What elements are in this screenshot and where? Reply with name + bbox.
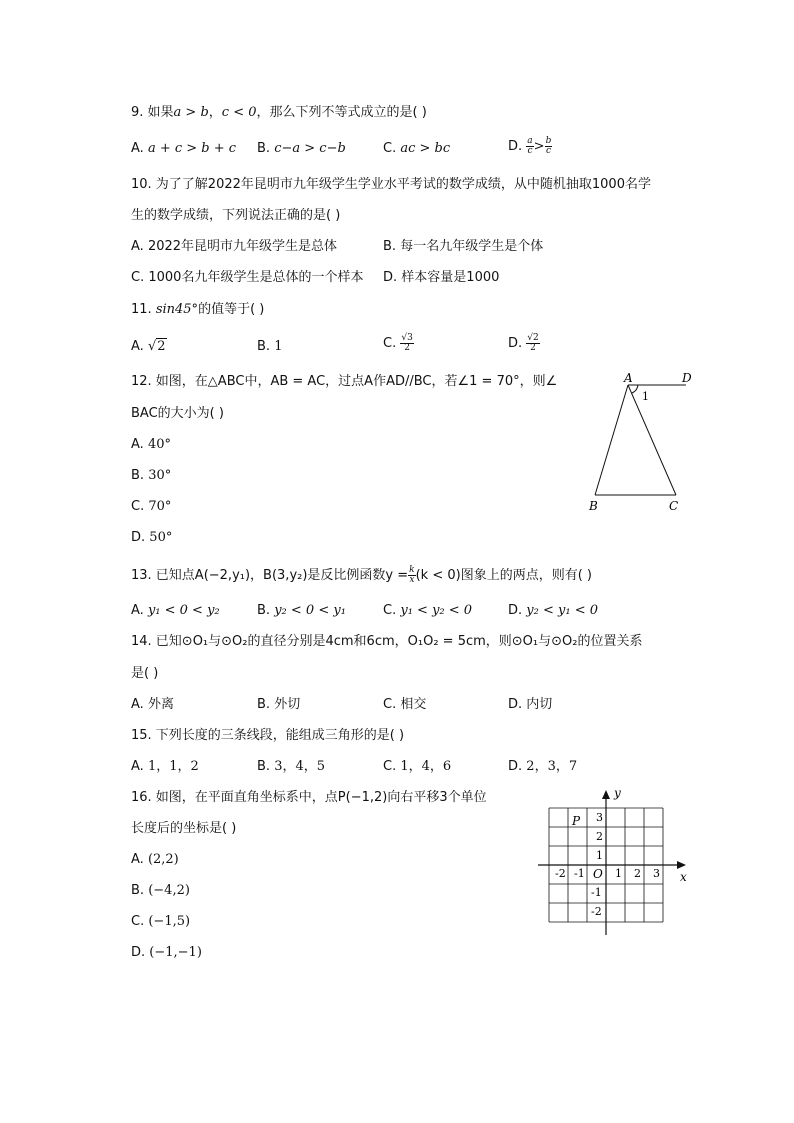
line-ab: [595, 385, 628, 495]
x-tick-2: 2: [634, 867, 641, 880]
q14-stem-line1: 14. 已知⊙O₁与⊙O₂的直径分别是4cm和6cm，O₁O₂ = 5cm，则⊙O₁与⊙O₂的位置关系: [131, 634, 643, 649]
q9-option-d: D. $\frac{a}{c}$ > $\frac{b}{c}$: [508, 136, 552, 156]
q11-number: 11.: [131, 302, 156, 317]
q16-stem-line2: 长度后的坐标是( ): [131, 821, 237, 836]
q16-stem-line1: 16. 如图，在平面直角坐标系中，点P(−1,2)向右平移3个单位: [131, 790, 487, 805]
point-p-label: P: [572, 814, 581, 828]
q9-cond2: c < 0: [221, 105, 257, 120]
q10-option-b: B. 每一名九年级学生是个体: [383, 239, 544, 254]
q16-option-d: D. (−1,−1): [131, 945, 202, 960]
q13-option-d: D. y₂ < y₁ < 0: [508, 603, 598, 618]
q11-option-a: A. √2: [131, 339, 166, 354]
q13-option-b: B. y₂ < 0 < y₁: [257, 603, 346, 618]
q10-option-a: A. 2022年昆明市九年级学生是总体: [131, 239, 338, 254]
q12-option-c: C. 70°: [131, 499, 172, 514]
origin-label: O: [593, 867, 603, 881]
q16-option-b: B. (−4,2): [131, 883, 190, 898]
label-c: C: [669, 499, 679, 513]
y-tick-neg2: -2: [591, 905, 602, 918]
q9-d-frac-right: $\frac{b}{c}$: [545, 136, 552, 156]
q10-stem-line2: 生的数学成绩，下列说法正确的是( ): [131, 208, 341, 223]
y-axis-arrow: [602, 790, 610, 799]
q13-option-a: A. y₁ < 0 < y₂: [131, 603, 220, 618]
x-tick-neg2: -2: [555, 867, 566, 880]
label-angle-1: 1: [642, 390, 649, 403]
q9-cond1: a > b: [173, 105, 209, 120]
y-tick-neg1: -1: [591, 886, 602, 899]
x-tick-neg1: -1: [574, 867, 585, 880]
q11-stem: [131, 301, 264, 319]
q9-stem: [131, 104, 427, 122]
q11-option-b: B. 1: [257, 339, 283, 354]
q9-option-b: B. c−a > c−b: [257, 141, 346, 156]
q14-option-a: A. 外离: [131, 697, 174, 712]
q11-option-c: C. $\frac{√3}{2}$: [383, 333, 413, 353]
q13-stem-end: (k < 0)图象上的两点，则有( ): [415, 568, 592, 583]
q10-option-d: D. 样本容量是1000: [383, 270, 500, 285]
q16-option-a: A. (2,2): [131, 852, 179, 867]
label-d: D: [682, 371, 692, 385]
q15-stem: 15. 下列长度的三条线段，能组成三角形的是( ): [131, 728, 405, 743]
q9-d-frac-left: $\frac{a}{c}$: [527, 136, 533, 156]
q13-option-c: C. y₁ < y₂ < 0: [383, 603, 473, 618]
angle-1-arc: [632, 385, 638, 393]
y-tick-1: 1: [596, 849, 603, 862]
q14-option-d: D. 内切: [508, 697, 553, 712]
q15-option-d: D. 2，3，7: [508, 759, 578, 774]
x-axis-label: x: [680, 870, 687, 884]
q13-stem-text: 13. 已知点A(−2,y₁)，B(3,y₂)是反比例函数y =: [131, 568, 409, 583]
q14-option-c: C. 相交: [383, 697, 427, 712]
q11-expression: sin45°: [155, 302, 199, 317]
q15-option-b: B. 3，4，5: [257, 759, 326, 774]
q16-option-c: C. (−1,5): [131, 914, 191, 929]
q10-option-c: C. 1000名九年级学生是总体的一个样本: [131, 270, 364, 285]
q9-option-a: A. a + c > b + c: [131, 141, 237, 156]
label-a: A: [624, 371, 633, 385]
q9-sep: ，: [208, 105, 222, 120]
q13-k-over-x: $\frac{k}{x}$: [409, 565, 415, 585]
x-axis-arrow: [677, 861, 686, 869]
q15-option-c: C. 1，4，6: [383, 759, 452, 774]
x-tick-1: 1: [615, 867, 622, 880]
line-ac: [628, 385, 676, 495]
q11-option-d: D. $\frac{√2}{2}$: [508, 333, 539, 353]
q9-stem-text: 9. 如果: [131, 105, 174, 120]
q9-option-c: C. ac > bc: [383, 141, 451, 156]
q12-option-a: A. 40°: [131, 437, 171, 452]
q12-stem-line2: BAC的大小为( ): [131, 406, 224, 421]
y-tick-2: 2: [596, 830, 603, 843]
q11-stem-end: 的值等于( ): [198, 302, 265, 317]
q14-stem-line2: 是( ): [131, 666, 159, 681]
y-tick-3: 3: [596, 811, 603, 824]
q15-option-a: A. 1，1，2: [131, 759, 199, 774]
q12-option-d: D. 50°: [131, 530, 173, 545]
q16-coordinate-grid: [530, 785, 700, 940]
q10-stem-line1: 10. 为了了解2022年昆明市九年级学生学业水平考试的数学成绩，从中随机抽取1000名学: [131, 177, 651, 192]
q14-option-b: B. 外切: [257, 697, 301, 712]
x-tick-3: 3: [653, 867, 660, 880]
label-b: B: [589, 499, 598, 513]
q12-stem-line1: 12. 如图，在△ABC中，AB = AC，过点A作AD//BC，若∠1 = 70°，则∠: [131, 374, 558, 389]
q13-stem: [131, 566, 592, 585]
q12-triangle-figure: [580, 368, 700, 516]
y-axis-label: y: [614, 786, 621, 800]
q9-stem-end: ，那么下列不等式成立的是( ): [256, 105, 427, 120]
q12-option-b: B. 30°: [131, 468, 172, 483]
